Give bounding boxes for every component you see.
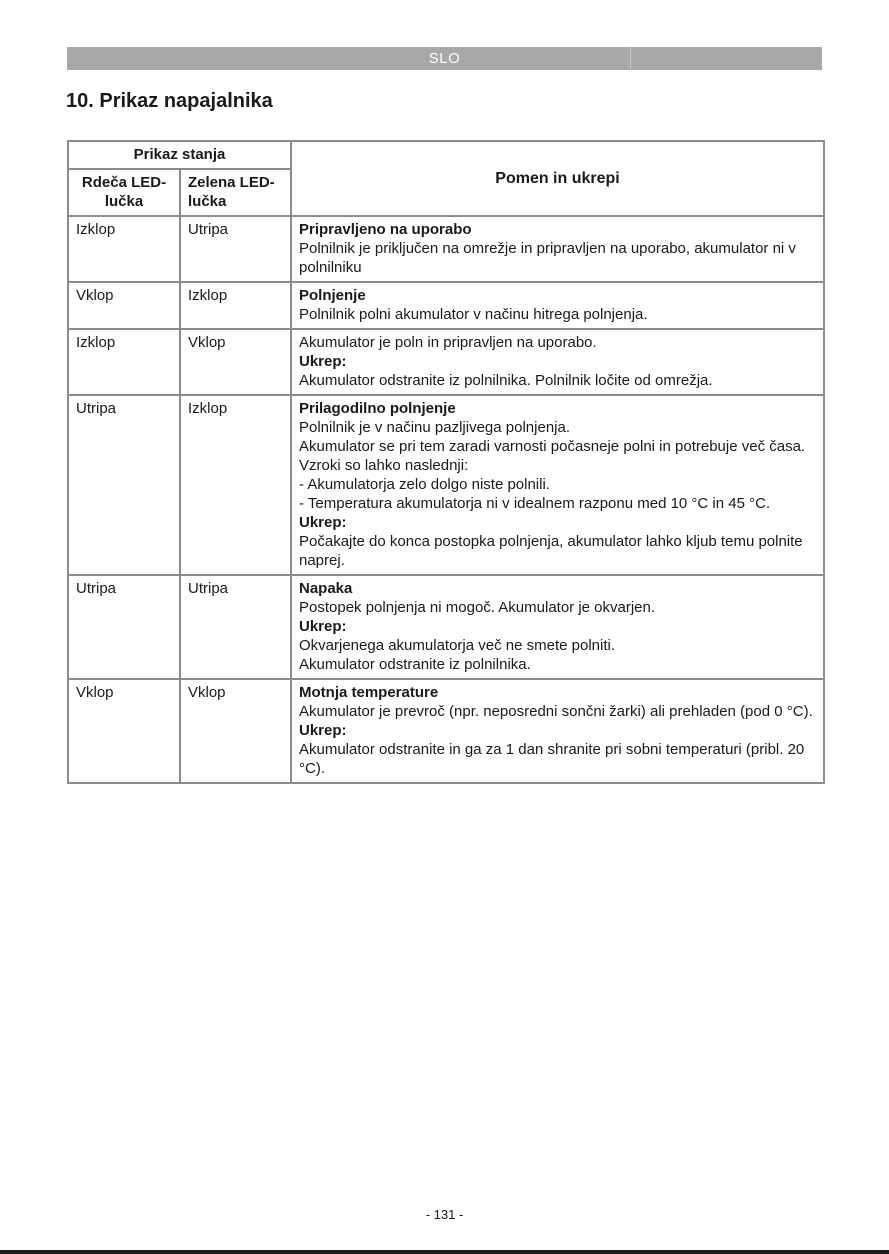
status-table [67,140,825,784]
green-led-state: Vklop [180,329,291,395]
status-text: Polnilnik je v načinu pazljivega polnjenja. [299,419,571,436]
green-led-state: Vklop [180,679,291,783]
meaning-cell [291,282,824,329]
action-text: Akumulator odstranite iz polnilnika. Polnilnik ločite od omrežja. [299,372,713,389]
status-text: - Temperatura akumulatorja ni v idealnem razponu med 10 °C in 45 °C. [299,495,771,512]
meaning-cell [291,216,824,282]
action-label: Ukrep: [299,618,347,635]
status-title: Polnjenje [299,287,366,304]
status-text: Postopek polnjenja ni mogoč. Akumulator je okvarjen. [299,599,656,616]
bottom-rule [0,1250,889,1254]
table-row [68,329,824,395]
status-text: Polnilnik polni akumulator v načinu hitrega polnjenja. [299,306,648,323]
status-text: Akumulator se pri tem zaradi varnosti počasneje polni in potrebuje več časa. Vzroki so lahko naslednji: [299,438,806,474]
green-led-state: Utripa [180,216,291,282]
action-label: Ukrep: [299,722,347,739]
red-led-state: Vklop [68,679,180,783]
status-text: Akumulator je poln in pripravljen na uporabo. [299,334,597,351]
table-header-row [68,141,824,169]
action-text: Počakajte do konca postopka polnjenja, akumulator lahko kljub temu polnite naprej. [299,533,803,569]
red-led-state: Vklop [68,282,180,329]
meaning-cell [291,575,824,679]
language-code: SLO [428,50,461,67]
table-row [68,395,824,575]
status-text: - Akumulatorja zelo dolgo niste polnili. [299,476,550,493]
page-number: - 131 - [425,1207,464,1222]
meaning-header: Pomen in ukrepi [291,141,824,216]
language-header-bar [67,47,822,70]
table-row [68,575,824,679]
action-label: Ukrep: [299,514,347,531]
header-divider [630,47,631,70]
status-title: Motnja temperature [299,684,439,701]
table-row [68,679,824,783]
status-title: Napaka [299,580,353,597]
red-led-state: Utripa [68,395,180,575]
red-led-state: Utripa [68,575,180,679]
meaning-cell [291,329,824,395]
table-row [68,282,824,329]
action-text: Okvarjenega akumulatorja več ne smete polniti. [299,637,615,654]
red-led-header: Rdeča LED-lučka [68,169,180,216]
green-led-state: Izklop [180,395,291,575]
group-header: Prikaz stanja [68,141,291,169]
red-led-state: Izklop [68,329,180,395]
meaning-cell [291,679,824,783]
action-text: Akumulator odstranite iz polnilnika. [299,656,531,673]
status-title: Pripravljeno na uporabo [299,221,472,238]
action-text: Akumulator odstranite in ga za 1 dan shranite pri sobni temperaturi (pribl. 20 °C). [299,741,805,777]
green-led-header: Zelena LED-lučka [180,169,291,216]
status-title: Prilagodilno polnjenje [299,400,456,417]
meaning-cell [291,395,824,575]
action-label: Ukrep: [299,353,347,370]
status-text: Polnilnik je priključen na omrežje in pripravljen na uporabo, akumulator ni v polnilniku [299,240,796,276]
red-led-state: Izklop [68,216,180,282]
green-led-state: Izklop [180,282,291,329]
green-led-state: Utripa [180,575,291,679]
status-text: Akumulator je prevroč (npr. neposredni sončni žarki) ali prehladen (pod 0 °C). [299,703,813,720]
section-title: 10. Prikaz napajalnika [66,90,273,112]
table-row [68,216,824,282]
